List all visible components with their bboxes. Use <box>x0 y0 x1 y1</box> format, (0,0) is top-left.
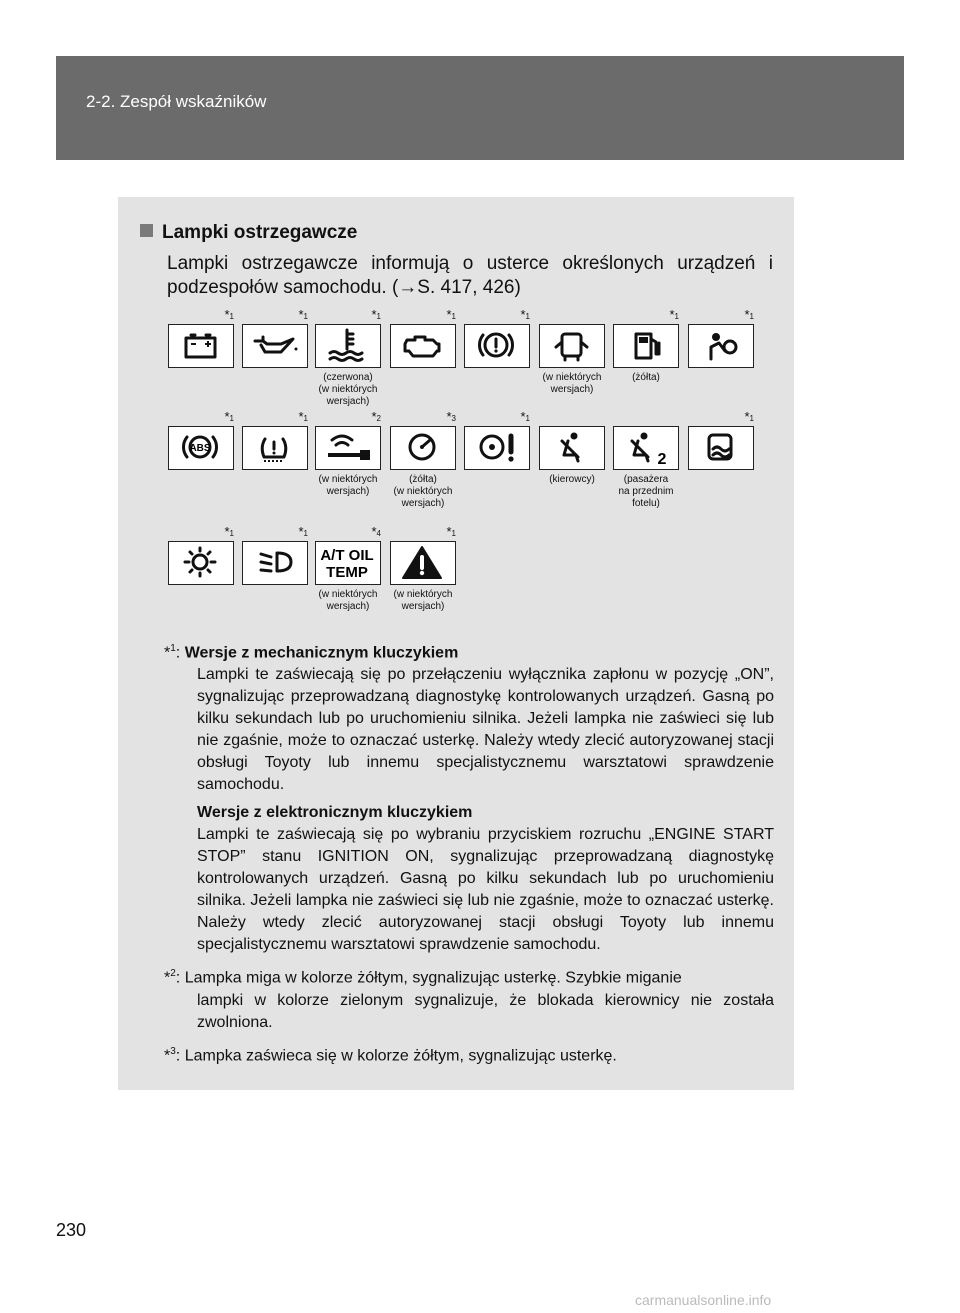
footnote-marker: *1 <box>371 307 381 322</box>
footnote-marker: *1 <box>744 409 754 424</box>
icon-caption: (w niektórych wersjach) <box>318 474 378 497</box>
footer-watermark: carmanualsonline.info <box>635 1292 772 1308</box>
steering-warning-icon <box>390 426 456 470</box>
footnote-marker: *1 <box>446 307 456 322</box>
note-1-heading: *$^1$: Wersje z mechanicznym kluczykiem <box>164 643 459 662</box>
airbag-icon <box>688 324 754 368</box>
footnote-marker: *1 <box>224 524 234 539</box>
icon-caption: (kierowcy) <box>549 474 595 485</box>
battery-icon <box>168 324 234 368</box>
coolant-temp-icon <box>315 324 381 368</box>
footnote-marker: *1 <box>744 307 754 322</box>
light-failure-icon <box>168 541 234 585</box>
icon-caption: (pasażera na przednim fotelu) <box>618 474 674 509</box>
footnotes <box>164 638 774 1067</box>
driver-seatbelt-icon <box>539 426 605 470</box>
at-oil-temp-icon <box>315 541 381 585</box>
footnote-marker: *1 <box>520 307 530 322</box>
footnote-marker: *4 <box>371 524 381 539</box>
passenger-seatbelt-icon <box>613 426 679 470</box>
footnote-marker: *1 <box>298 409 308 424</box>
power-steering-icon <box>464 426 530 470</box>
footnote-marker: *1 <box>298 524 308 539</box>
abs-icon <box>168 426 234 470</box>
section-title: Lampki ostrzegawcze <box>162 222 358 243</box>
footnote-marker: *1 <box>298 307 308 322</box>
page-number: 230 <box>56 1220 87 1240</box>
icon-caption: (w niektórych wersjach) <box>393 589 453 612</box>
footnote-marker: *1 <box>224 409 234 424</box>
icon-caption: (żółta) (w niektórych wersjach) <box>393 474 453 509</box>
footnote-marker: *1 <box>669 307 679 322</box>
footnote-marker: *2 <box>371 409 381 424</box>
icon-caption: (w niektórych wersjach) <box>542 372 602 395</box>
note-1b-text: Lampki te zaświecają się po wybraniu przyciskiem rozruchu „ENGINE START STOP” stanu IGNITION ON, sygnalizując przeprowadzaną diagnostykę kontrolowanych urządzeń. Gasną po kilku sekundach lub po uruchomieniu silnika. Jeżeli lampka nie zaświeci się lub nie zgaśnie, może to oznaczać usterkę. Należy wtedy zlecić autoryzowanej stacji obsługi Toyoty lub innemu specjalistycznemu warsztatowi sprawdzenie samochodu. <box>197 826 774 954</box>
fuel-icon <box>613 324 679 368</box>
headlight-leveling-icon <box>242 541 308 585</box>
note-3: *$^3$: Lampka zaświeca się w kolorze żółtym, sygnalizując usterkę. <box>164 1045 617 1064</box>
note-2: *$^2$: Lampka miga w kolorze żółtym, sygnalizując usterkę. Szybkie miganie lampki w kolorze zielonym sygnalizuje, że blokada kierownicy nie została zwolniona. <box>164 968 774 1031</box>
key-immobilizer-icon <box>315 426 381 470</box>
icon-caption: (żółta) <box>632 372 660 383</box>
brake-warning-icon <box>464 324 530 368</box>
footnote-marker: *1 <box>520 409 530 424</box>
svg-text:2: 2 <box>657 451 667 468</box>
svg-text:ABS: ABS <box>189 443 211 454</box>
master-warning-icon <box>390 541 456 585</box>
note-1b-heading: Wersje z elektronicznym kluczykiem <box>197 804 473 822</box>
oil-pressure-icon <box>242 324 308 368</box>
at-oil-label: A/T OIL <box>320 547 374 564</box>
icon-caption: (w niektórych wersjach) <box>318 589 378 612</box>
footnote-marker: *1 <box>446 524 456 539</box>
bullet-square-icon <box>140 224 153 237</box>
section-heading <box>140 222 357 244</box>
temp-label: TEMP <box>326 564 368 581</box>
section-intro: Lampki ostrzegawcze informują o usterce określonych urządzeń i podzespołów samochodu. (→S. 417, 426) <box>167 253 773 298</box>
footnote-marker: *1 <box>224 307 234 322</box>
note-1-text: Lampki te zaświecają się po przełączeniu wyłącznika zapłonu w pozycję „ON”, sygnalizując przeprowadzaną diagnostykę kontrolowanych urządzeń. Gasną po kilku sekundach lub po uruchomieniu silnika. Jeżeli lampka nie zaświeci się lub nie zgaśnie, może to oznaczać usterkę. Należy wtedy zlecić autoryzowanej stacji obsługi Toyoty lub innemu specjalistycznemu warsztatowi sprawdzenie samochodu. <box>197 666 774 794</box>
tire-pressure-icon <box>242 426 308 470</box>
footnote-marker: *3 <box>446 409 456 424</box>
icon-caption: (czerwona) (w niektórych wersjach) <box>318 372 378 407</box>
slip-indicator-icon <box>688 426 754 470</box>
check-engine-icon <box>390 324 456 368</box>
door-open-icon <box>539 324 605 368</box>
chapter-title: 2-2. Zespół wskaźników <box>86 92 267 111</box>
chapter-header <box>56 56 904 160</box>
